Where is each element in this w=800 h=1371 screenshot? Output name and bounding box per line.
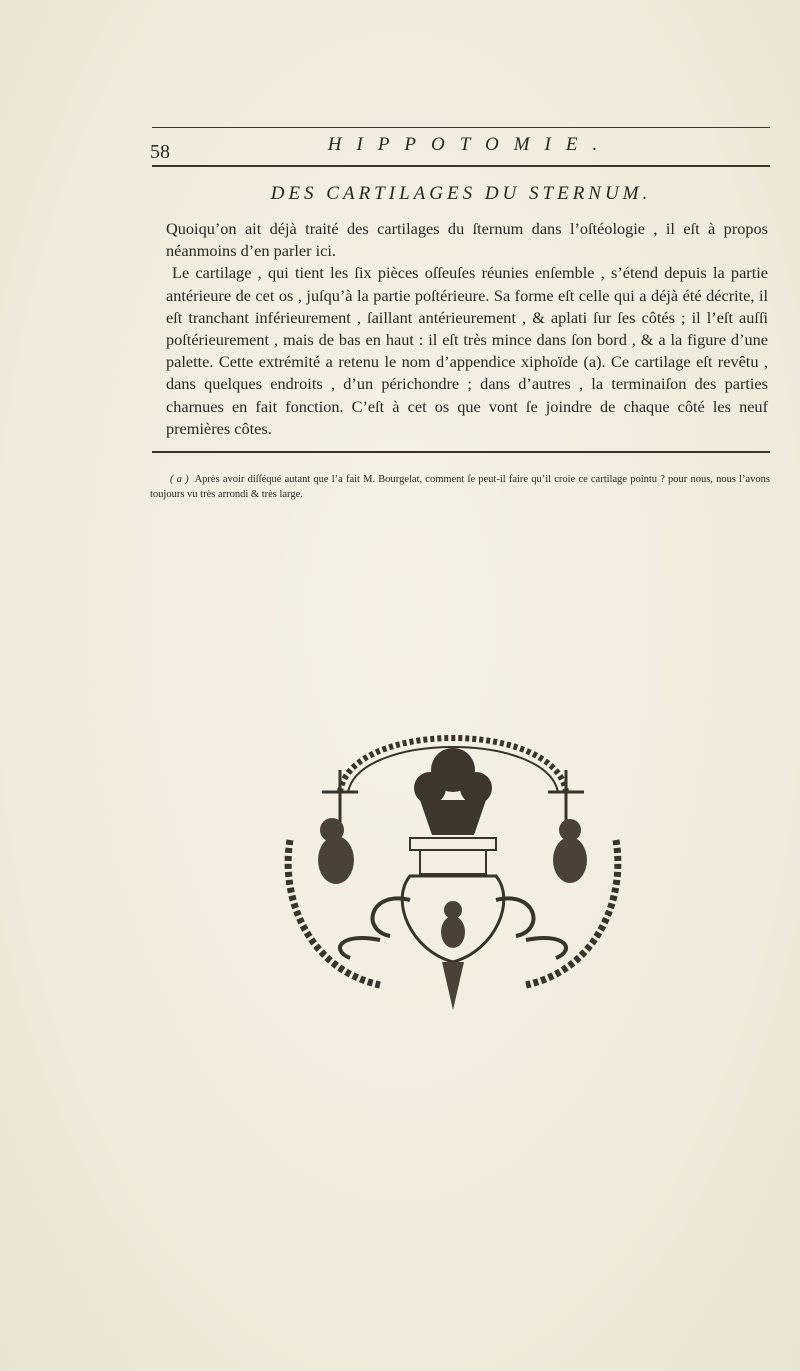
vase-ornament-icon bbox=[270, 700, 636, 1020]
section-title: DES CARTILAGES DU STERNUM. bbox=[270, 183, 652, 204]
footnote-rule bbox=[152, 451, 770, 453]
header-rule-bottom bbox=[152, 165, 770, 167]
footnote bbox=[150, 472, 770, 502]
header-rule-top bbox=[152, 127, 770, 128]
footnote-mark: ( a ) bbox=[170, 474, 189, 485]
paragraph-1: Quoiqu’on ait déjà traité des cartilages du ſternum dans l’oſtéologie , il eſt à propos néanmoins d’en parler ici. bbox=[166, 219, 768, 261]
running-head: HIPPOTOMIE. bbox=[327, 134, 613, 155]
paragraph-2: Le cartilage , qui tient les ſix pièces oſſeuſes réunies enſemble , s’étend depuis la partie antérieure de cet os , juſqu’à la partie poſtérieure. Sa forme eſt celle qui a déjà été décrite, il eſt tranchant inférieurement , ſaillant antérieurement , & aplati ſur ſes côtés ; il l’eſt auſſi poſtérieurement , mais de bas en haut : il eſt très mince dans ſon bord , & a la figure d’une palette. Cette extrémité a retenu le nom d’appendice xiphoïde (a). Ce cartilage eſt revêtu , dans quelques endroits , d’un périchondre ; dans d’autres , la terminaiſon des parties charnues en fait fonction. C’eſt à cet os que vont ſe joindre de chaque côté les neuf premières côtes. bbox=[166, 263, 768, 438]
footnote-text: Après avoir diſſéqué autant que l’a fait M. Bourgelat, comment ſe peut-il faire qu’il croie ce cartilage pointu ? pour nous, nous l’avons toujours vu très arrondi & très large. bbox=[150, 474, 771, 500]
page-number: 58 bbox=[150, 141, 170, 163]
body-text bbox=[166, 218, 768, 440]
